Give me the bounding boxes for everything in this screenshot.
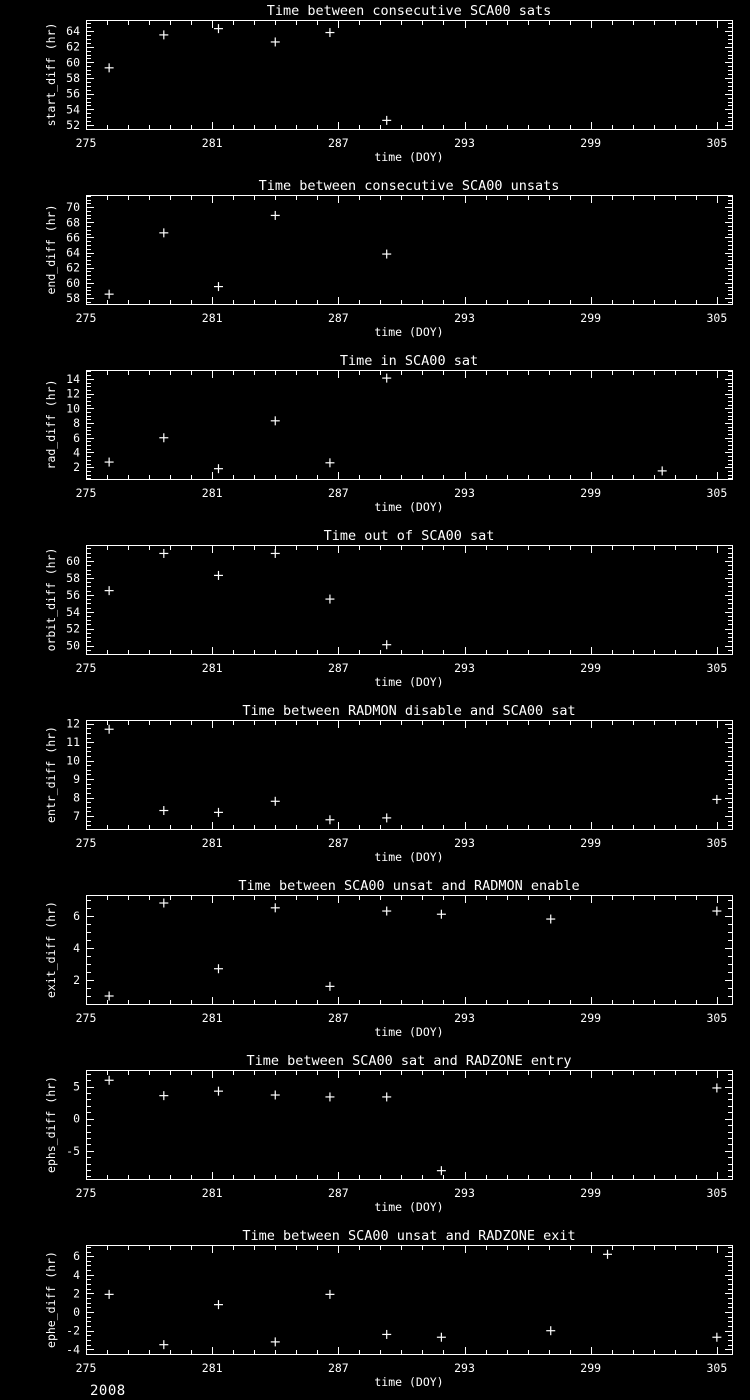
y-axis-label: orbit_diff (hr) [44,547,58,652]
plot-frame [87,896,733,1005]
year-label: 2008 [90,1383,126,1399]
y-tick-label: 66 [66,230,80,245]
scatter-plot-5 [0,700,750,875]
x-axis-label: time (DOY) [374,325,444,339]
data-point-marker [325,982,334,991]
data-point-marker [105,586,114,595]
data-point-marker [271,416,280,425]
x-axis-label: time (DOY) [374,675,444,689]
data-point-marker [546,1326,555,1335]
data-point-marker [271,1337,280,1346]
chart-title: Time out of SCA00 sat [323,528,495,544]
data-point-marker [382,640,391,649]
data-point-marker [382,1330,391,1339]
data-point-marker [159,1091,168,1100]
x-axis-label: time (DOY) [374,500,444,514]
y-tick-label: 2 [73,460,80,475]
y-axis-label: exit_diff (hr) [44,901,58,998]
y-tick-label: 58 [66,71,80,86]
data-point-marker [159,899,168,908]
data-point-marker [546,915,555,924]
y-tick-label: 5 [73,1079,80,1094]
data-point-marker [325,815,334,824]
y-tick-label: 4 [73,940,80,955]
y-tick-label: -2 [66,1323,80,1338]
x-tick-label: 293 [454,1011,475,1025]
x-tick-label: 293 [454,1361,475,1375]
data-point-marker [271,549,280,558]
y-axis-label: ephs_diff (hr) [44,1076,58,1173]
x-tick-label: 293 [454,486,475,500]
data-point-marker [382,907,391,916]
data-point-marker [105,63,114,72]
data-point-marker [105,1290,114,1299]
plot-frame [87,1246,733,1355]
x-axis-label: time (DOY) [374,1200,444,1214]
x-tick-label: 299 [580,486,602,500]
y-tick-label: 9 [73,772,80,787]
x-tick-label: 299 [580,1186,602,1200]
data-point-marker [159,1340,168,1349]
x-tick-label: 287 [327,1361,349,1375]
data-point-marker [105,725,114,734]
scatter-plot-4 [0,525,750,700]
data-point-marker [105,458,114,467]
x-tick-label: 281 [201,1361,223,1375]
x-tick-label: 275 [75,661,97,675]
y-tick-label: 52 [66,118,80,133]
x-axis-label: time (DOY) [374,150,444,164]
scatter-plot-1 [0,0,750,175]
y-tick-label: -5 [66,1143,80,1158]
x-axis-label: time (DOY) [374,1025,444,1039]
y-tick-label: 70 [66,200,80,215]
data-point-marker [271,1091,280,1100]
y-tick-label: 7 [73,809,80,824]
x-tick-label: 305 [706,1361,728,1375]
y-tick-label: 10 [66,753,80,768]
x-tick-label: 299 [580,136,602,150]
y-tick-label: 50 [66,638,80,653]
x-tick-label: 305 [706,486,728,500]
x-tick-label: 305 [706,661,728,675]
plot-frame [87,371,733,480]
data-point-marker [214,1087,223,1096]
x-tick-label: 287 [327,661,349,675]
x-tick-label: 299 [580,1361,602,1375]
chart-title: Time between RADMON disable and SCA00 sat [242,703,576,719]
data-point-marker [214,808,223,817]
data-point-marker [437,1166,446,1175]
data-point-marker [712,907,721,916]
y-tick-label: 12 [66,716,80,731]
y-tick-label: 6 [73,1249,80,1264]
chart-title: Time between consecutive SCA00 unsats [258,178,560,194]
data-point-marker [712,1333,721,1342]
plot-frame [87,196,733,305]
y-tick-label: 56 [66,587,80,602]
data-point-marker [325,595,334,604]
chart-title: Time between SCA00 sat and RADZONE entry [246,1053,572,1069]
chart-title: Time between consecutive SCA00 sats [266,3,552,19]
y-tick-label: 4 [73,445,80,460]
x-tick-label: 275 [75,311,97,325]
data-point-marker [159,433,168,442]
y-tick-label: 10 [66,401,80,416]
data-point-marker [214,24,223,33]
y-tick-label: 54 [66,102,80,117]
data-point-marker [271,37,280,46]
x-tick-label: 293 [454,661,475,675]
x-tick-label: 305 [706,136,728,150]
data-point-marker [105,991,114,1000]
data-point-marker [712,795,721,804]
data-point-marker [382,374,391,383]
data-point-marker [712,1083,721,1092]
y-tick-label: 2 [73,1286,80,1301]
x-tick-label: 287 [327,136,349,150]
x-tick-label: 305 [706,836,728,850]
y-axis-label: start_diff (hr) [44,22,58,127]
x-axis-label: time (DOY) [374,1375,444,1389]
y-tick-label: 56 [66,86,80,101]
scatter-plot-7 [0,1050,750,1225]
y-axis-label: rad_diff (hr) [44,379,58,470]
y-tick-label: 62 [66,260,80,275]
data-point-marker [159,806,168,815]
data-point-marker [382,1092,391,1101]
data-point-marker [214,464,223,473]
y-tick-label: 12 [66,386,80,401]
y-tick-label: 64 [66,23,80,38]
data-point-marker [214,282,223,291]
data-point-marker [159,30,168,39]
y-tick-label: 58 [66,570,80,585]
y-tick-label: 8 [73,416,80,431]
y-tick-label: 60 [66,55,80,70]
x-tick-label: 299 [580,1011,602,1025]
x-tick-label: 281 [201,1011,223,1025]
scatter-plot-2 [0,175,750,350]
data-point-marker [105,290,114,299]
x-tick-label: 299 [580,661,602,675]
data-point-marker [214,964,223,973]
x-tick-label: 287 [327,311,349,325]
x-tick-label: 275 [75,486,97,500]
chart-title: Time between SCA00 unsat and RADMON enable [238,878,580,894]
x-tick-label: 281 [201,136,223,150]
data-point-marker [325,458,334,467]
x-tick-label: 275 [75,1361,97,1375]
x-tick-label: 275 [75,136,97,150]
x-tick-label: 287 [327,486,349,500]
y-axis-label: end_diff (hr) [44,204,58,295]
y-tick-label: 2 [73,972,80,987]
data-point-marker [437,1333,446,1342]
plot-frame [87,546,733,655]
data-point-marker [658,466,667,475]
x-tick-label: 281 [201,661,223,675]
x-tick-label: 275 [75,1011,97,1025]
x-tick-label: 293 [454,836,475,850]
x-tick-label: 281 [201,836,223,850]
y-tick-label: 6 [73,908,80,923]
y-tick-label: 6 [73,430,80,445]
x-tick-label: 275 [75,836,97,850]
x-tick-label: 293 [454,136,475,150]
data-point-marker [382,813,391,822]
y-tick-label: 52 [66,621,80,636]
x-axis-label: time (DOY) [374,850,444,864]
y-tick-label: -4 [66,1342,80,1357]
chart-title: Time in SCA00 sat [339,353,479,369]
y-tick-label: 60 [66,554,80,569]
data-point-marker [214,1300,223,1309]
x-tick-label: 305 [706,1011,728,1025]
x-tick-label: 305 [706,1186,728,1200]
data-point-marker [214,571,223,580]
y-axis-label: ephe_diff (hr) [44,1251,58,1348]
plot-frame [87,721,733,830]
plot-frame [87,21,733,130]
x-tick-label: 287 [327,1186,349,1200]
y-tick-label: 60 [66,275,80,290]
data-point-marker [271,903,280,912]
data-point-marker [271,211,280,220]
x-tick-label: 299 [580,836,602,850]
x-tick-label: 299 [580,311,602,325]
x-tick-label: 287 [327,1011,349,1025]
y-tick-label: 62 [66,39,80,54]
data-point-marker [603,1250,612,1259]
plot-frame [87,1071,733,1180]
data-point-marker [159,228,168,237]
data-point-marker [105,1076,114,1085]
data-point-marker [437,910,446,919]
data-point-marker [382,116,391,125]
y-tick-label: 4 [73,1267,80,1282]
scatter-plot-3 [0,350,750,525]
y-tick-label: 11 [66,735,80,750]
y-tick-label: 64 [66,245,80,260]
data-point-marker [325,1290,334,1299]
x-tick-label: 287 [327,836,349,850]
y-tick-label: 0 [73,1111,80,1126]
data-point-marker [382,250,391,259]
x-tick-label: 293 [454,1186,475,1200]
y-tick-label: 0 [73,1305,80,1320]
y-tick-label: 8 [73,790,80,805]
scatter-plot-8 [0,1225,750,1400]
x-tick-label: 281 [201,1186,223,1200]
y-tick-label: 54 [66,604,80,619]
x-tick-label: 293 [454,311,475,325]
x-tick-label: 281 [201,486,223,500]
x-tick-label: 275 [75,1186,97,1200]
data-point-marker [271,797,280,806]
data-point-marker [159,549,168,558]
y-tick-label: 58 [66,290,80,305]
y-tick-label: 68 [66,215,80,230]
x-tick-label: 281 [201,311,223,325]
chart-title: Time between SCA00 unsat and RADZONE exit [242,1228,576,1244]
scatter-plot-6 [0,875,750,1050]
data-point-marker [325,28,334,37]
data-point-marker [325,1092,334,1101]
y-tick-label: 14 [66,371,80,386]
y-axis-label: entr_diff (hr) [44,726,58,823]
x-tick-label: 305 [706,311,728,325]
